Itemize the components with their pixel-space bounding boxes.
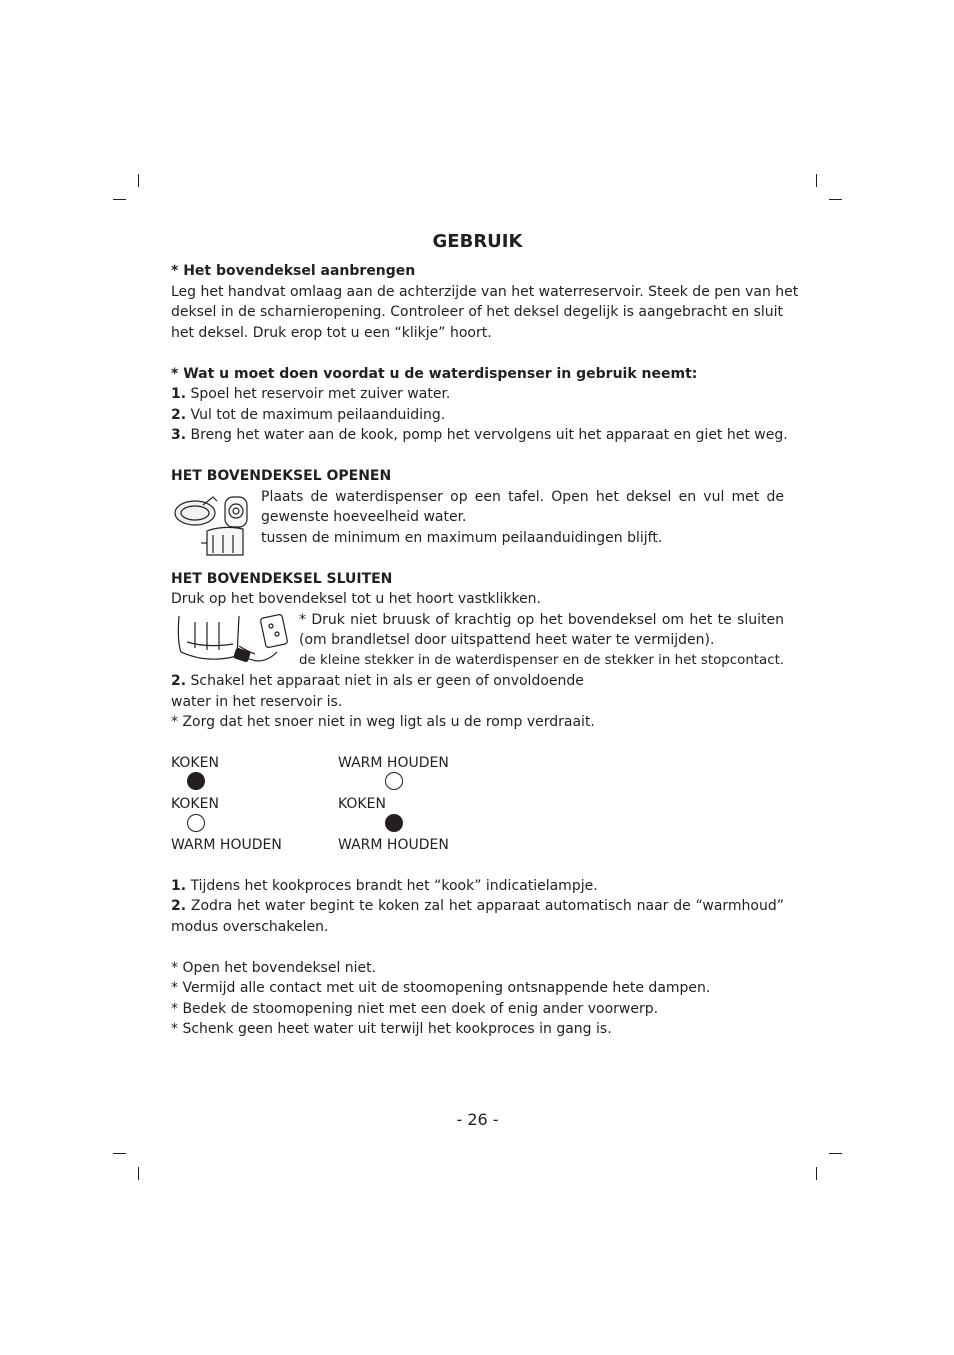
- list-item: 2. Zodra het water begint te koken zal het apparaat automatisch naar de “warmhoud”: [171, 898, 784, 914]
- list-item: 1. Tijdens het kookproces brandt het “kook” indicatielampje.: [171, 878, 598, 894]
- warning-line: * Open het bovendeksel niet.: [171, 960, 377, 976]
- crop-mark: [113, 199, 126, 200]
- indicator-lamp-off: [385, 772, 403, 790]
- crop-mark: [816, 174, 817, 187]
- list-item: 1. Spoel het reservoir met zuiver water.: [171, 386, 451, 402]
- warning-line: * Bedek de stoomopening niet met een doek of enig ander voorwerp.: [171, 1001, 659, 1017]
- list-item: 2. Vul tot de maximum peilaanduiding.: [171, 407, 446, 423]
- paragraph-line: Plaats de waterdispenser op een tafel. Open het deksel en vul met de: [261, 489, 784, 505]
- indicator-label: KOKEN: [171, 796, 219, 812]
- section-heading-open-lid: HET BOVENDEKSEL OPENEN: [171, 468, 392, 484]
- section-heading-close-lid: HET BOVENDEKSEL SLUITEN: [171, 571, 393, 587]
- paragraph-line: Druk op het bovendeksel tot u het hoort vastklikken.: [171, 591, 542, 607]
- dispenser-open-lid-illustration: [173, 491, 251, 559]
- page-title: GEBRUIK: [432, 231, 523, 252]
- indicator-lamp-off: [187, 814, 205, 832]
- paragraph-line: deksel in de scharnieropening. Controleer of het deksel degelijk is aangebracht en sluit: [171, 304, 784, 320]
- crop-mark: [138, 174, 139, 187]
- page-number: - 26 -: [456, 1110, 499, 1129]
- paragraph-line: * Druk niet bruusk of krachtig op het bovendeksel om het te sluiten: [299, 612, 784, 628]
- paragraph-line: (om brandletsel door uitspattend heet water te vermijden).: [299, 632, 715, 648]
- paragraph-line: het deksel. Druk erop tot u een “klikje” hoort.: [171, 325, 492, 341]
- warning-line: * Schenk geen heet water uit terwijl het kookproces in gang is.: [171, 1021, 612, 1037]
- indicator-label: KOKEN: [338, 796, 386, 812]
- section-heading-lid-attach: * Het bovendeksel aanbrengen: [171, 263, 416, 279]
- paragraph-line: de kleine stekker in de waterdispenser en de stekker in het stopcontact.: [299, 653, 785, 668]
- crop-mark: [113, 1153, 126, 1154]
- crop-mark: [829, 199, 842, 200]
- section-heading-before-use: * Wat u moet doen voordat u de waterdispenser in gebruik neemt:: [171, 366, 698, 382]
- list-item: 3. Breng het water aan de kook, pomp het vervolgens uit het apparaat en giet het weg.: [171, 427, 788, 443]
- paragraph-line: modus overschakelen.: [171, 919, 329, 935]
- indicator-lamp-on: [385, 814, 403, 832]
- paragraph-line: water in het reservoir is.: [171, 694, 343, 710]
- indicator-label: WARM HOUDEN: [338, 755, 449, 771]
- list-item: 2. Schakel het apparaat niet in als er geen of onvoldoende: [171, 673, 584, 689]
- paragraph-line: * Zorg dat het snoer niet in weg ligt als u de romp verdraait.: [171, 714, 595, 730]
- indicator-label: WARM HOUDEN: [338, 837, 449, 853]
- paragraph-line: Leg het handvat omlaag aan de achterzijde van het waterreservoir. Steek de pen van het: [171, 284, 799, 300]
- warning-line: * Vermijd alle contact met uit de stoomopening ontsnappende hete dampen.: [171, 980, 711, 996]
- paragraph-line: gewenste hoeveelheid water.: [261, 509, 467, 525]
- crop-mark: [816, 1167, 817, 1180]
- paragraph-line: tussen de minimum en maximum peilaanduidingen blijft.: [261, 530, 663, 546]
- crop-mark: [138, 1167, 139, 1180]
- indicator-label: WARM HOUDEN: [171, 837, 282, 853]
- plug-socket-illustration: [177, 612, 289, 668]
- crop-mark: [829, 1153, 842, 1154]
- indicator-lamp-on: [187, 772, 205, 790]
- indicator-label: KOKEN: [171, 755, 219, 771]
